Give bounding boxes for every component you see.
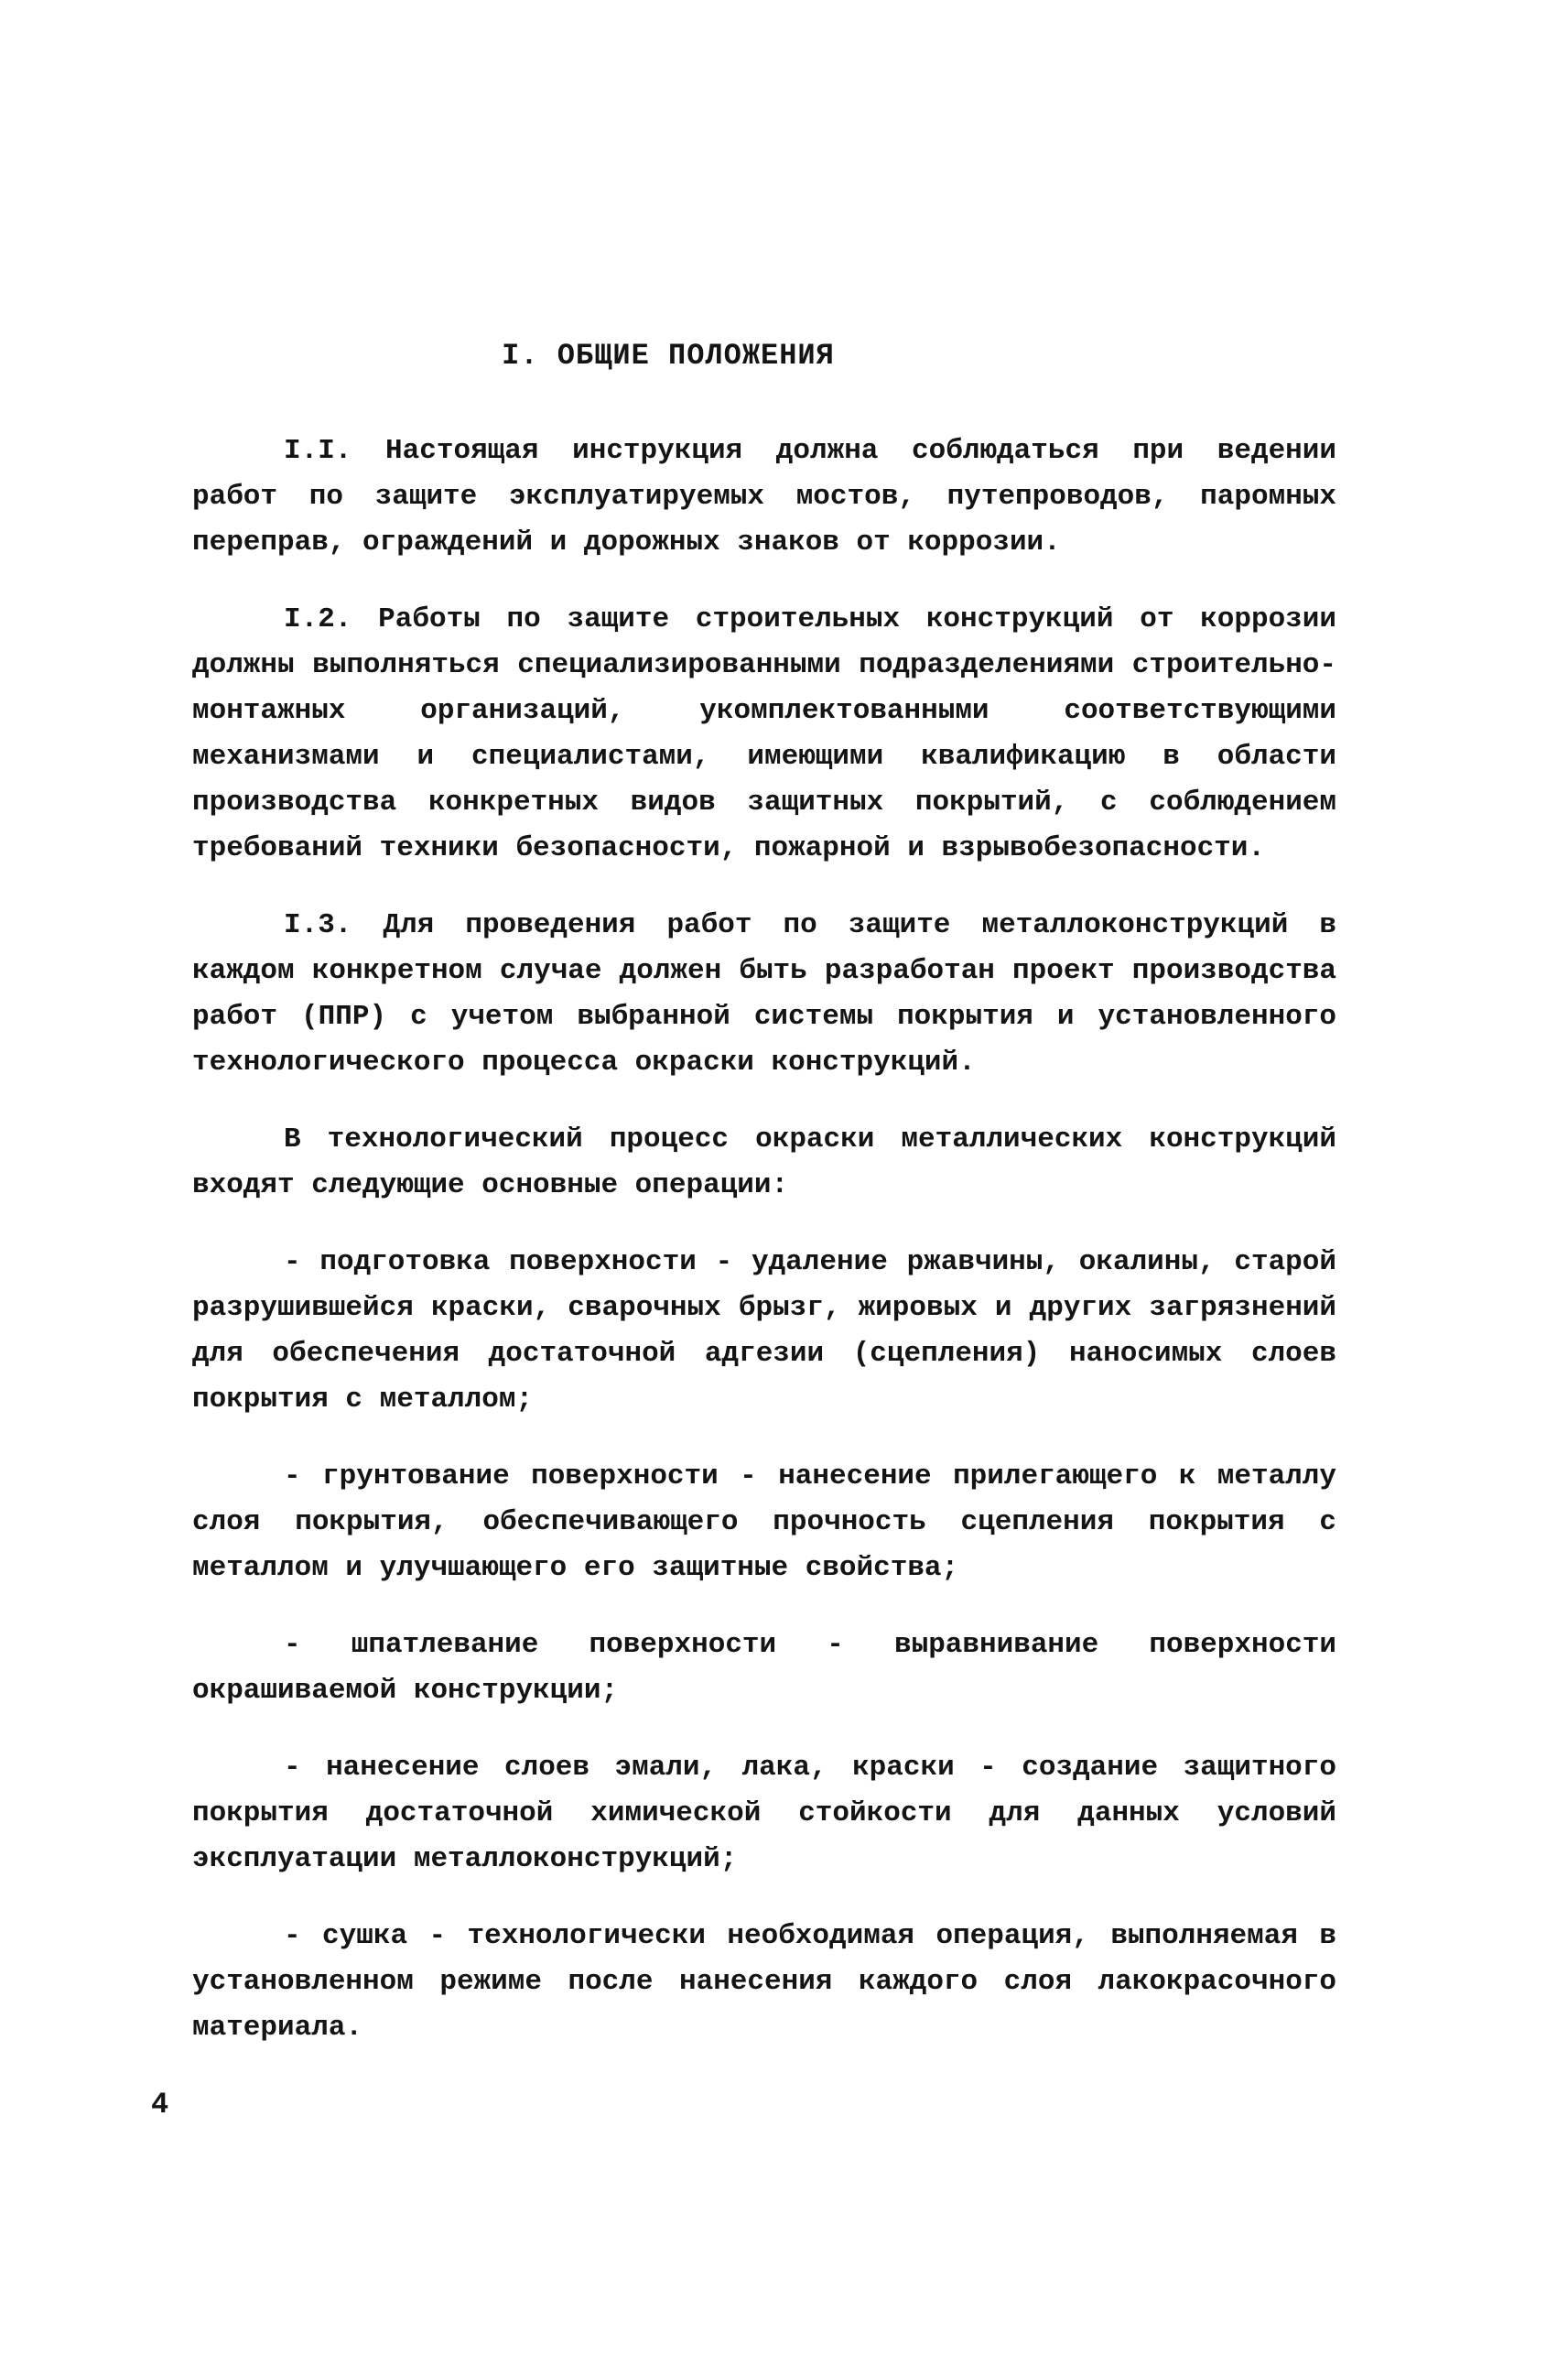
list-item-priming: - грунтование поверхности - нанесение прилегающего к металлу слоя покрытия, обеспечивающего прочность сцепления покрытия с металлом и улучшающего его защитные свойства;: [192, 1460, 1336, 1584]
paragraph-1-2: I.2. Работы по защите строительных конструкций от коррозии должны выполняться специализированными подразделениями строительно-монтажных организаций, укомплектованными соответствующими механизмами и специалистами, имеющими квалификацию в области производства конкретных видов защитных покрытий, с соблюдением требований техники безопасности, пожарной и взрывобезопасности.: [192, 603, 1336, 864]
body-text: [192, 429, 1336, 2082]
list-item-drying: - сушка - технологически необходимая операция, выполняемая в установленном режиме после нанесения каждого слоя лакокрасочного материала.: [192, 1920, 1336, 2044]
paragraph-1-3: I.3. Для проведения работ по защите металлоконструкций в каждом конкретном случае должен быть разработан проект производства работ (ППР) с учетом выбранной системы покрытия и установленного технологического процесса окраски конструкций.: [192, 909, 1336, 1079]
paragraph-1-1: I.I. Настоящая инструкция должна соблюдаться при ведении работ по защите эксплуатируемых мостов, путепроводов, паромных переправ, ограждений и дорожных знаков от коррозии.: [192, 435, 1336, 559]
paragraph-process-intro: В технологический процесс окраски металлических конструкций входят следующие основные операции:: [192, 1123, 1336, 1201]
list-item-surface-preparation: - подготовка поверхности - удаление ржавчины, окалины, старой разрушившейся краски, сварочных брызг, жировых и других загрязнений для обеспечения достаточной адгезии (сцепления) наносимых слоев покрытия с металлом;: [192, 1246, 1336, 1416]
section-title: I. ОБЩИЕ ПОЛОЖЕНИЯ: [502, 339, 835, 373]
page-number: 4: [151, 2088, 169, 2122]
list-item-puttying: - шпатлевание поверхности - выравнивание поверхности окрашиваемой конструкции;: [192, 1629, 1336, 1707]
list-item-coating: - нанесение слоев эмали, лака, краски - создание защитного покрытия достаточной химической стойкости для данных условий эксплуатации металлоконструкций;: [192, 1752, 1336, 1875]
